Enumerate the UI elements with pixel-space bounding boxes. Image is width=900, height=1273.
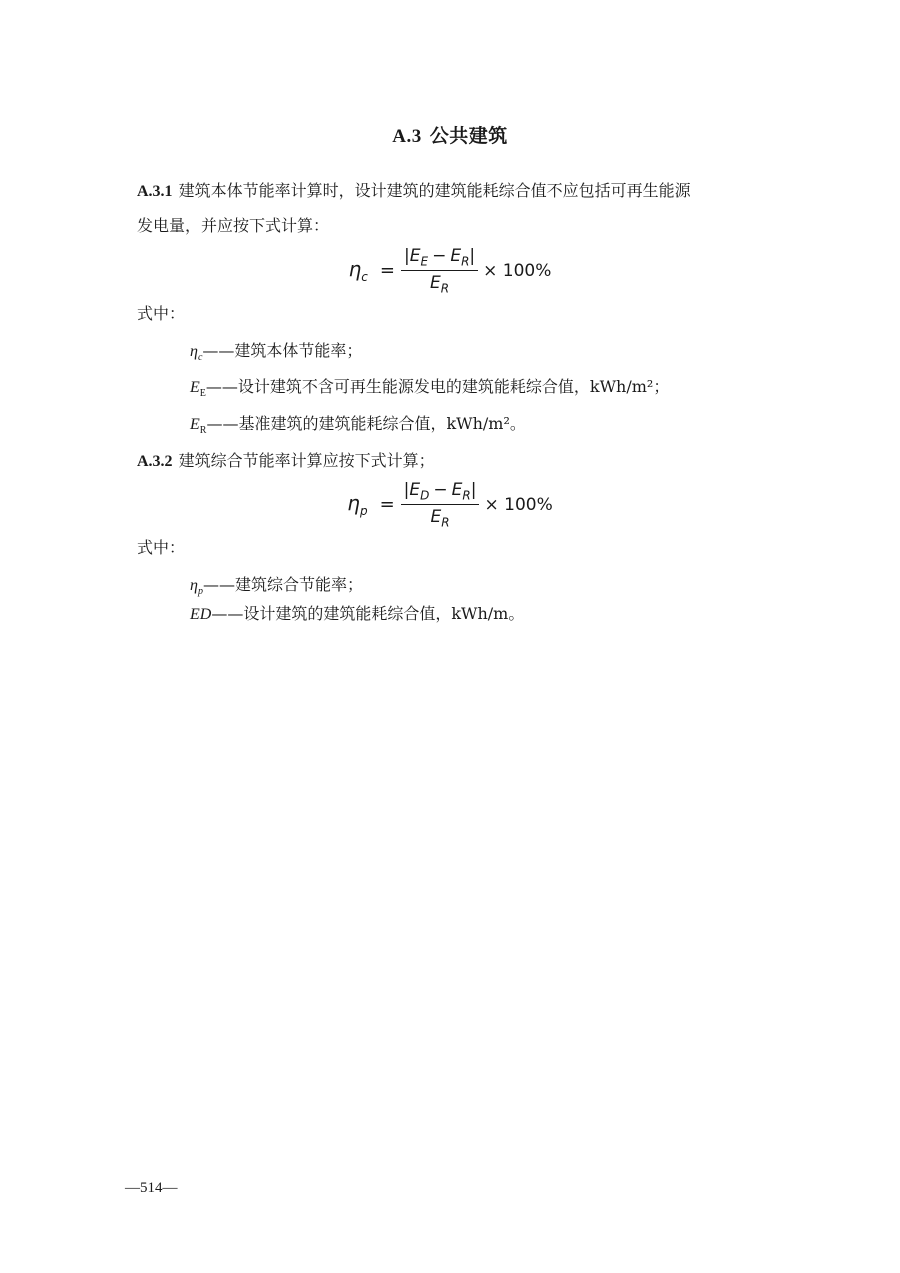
clause-a31-line2: 发电量，并应按下式计算： — [137, 216, 330, 235]
section-heading — [0, 121, 900, 148]
section-number: A.3 — [392, 126, 422, 147]
definition-eta-c: $\eta_c——$建筑本体节能率； — [190, 341, 363, 364]
formula2-numerator: $|E_D - E_R|$ — [401, 480, 480, 505]
clause-a31 — [137, 174, 777, 243]
formula1-lhs: $\eta_c$ — [348, 257, 368, 285]
formula1-denominator: $E_R$ — [430, 273, 450, 296]
formula2-equals: = — [379, 494, 395, 516]
formula1-equals: = — [379, 260, 395, 282]
formula2-denominator: $E_R$ — [430, 507, 450, 530]
formula1-numerator: $|E_E - E_R|$ — [401, 246, 478, 271]
formula1-times-100: × 100% — [483, 260, 552, 281]
formula-body-saving-rate — [0, 246, 900, 296]
clause-a31-number: A.3.1 — [137, 183, 173, 200]
definition-e-e: $E_E——$设计建筑不含可再生能源发电的建筑能耗综合值，kWh/m²； — [190, 377, 670, 400]
clause-a31-text1: 建筑本体节能率计算时，设计建筑的建筑能耗综合值不应包括可再生能源 — [178, 181, 691, 200]
definition-ed: ED——设计建筑的建筑能耗综合值，kWh/m。 — [190, 604, 525, 623]
formula2-fraction — [401, 480, 480, 530]
definition-eta-p: $\eta_p——$建筑综合节能率； — [190, 575, 363, 598]
clause-a32-text: 建筑综合节能率计算应按下式计算； — [178, 451, 435, 470]
clause-a32-number: A.3.2 — [137, 453, 173, 470]
where-label-1: 式中： — [137, 304, 186, 323]
where-label-2: 式中： — [137, 538, 186, 557]
formula2-lhs: $\eta_p$ — [347, 491, 368, 519]
formula-comprehensive-saving-rate — [0, 480, 900, 530]
formula2-times-100: × 100% — [484, 494, 553, 515]
definition-e-r: $E_R——$基准建筑的建筑能耗综合值，kWh/m²。 — [190, 414, 526, 437]
section-title: 公共建筑 — [429, 125, 508, 147]
page-number: —514— — [125, 1180, 178, 1196]
clause-a31-line1 — [137, 174, 777, 209]
formula1-fraction — [401, 246, 478, 296]
clause-a32 — [137, 444, 777, 479]
